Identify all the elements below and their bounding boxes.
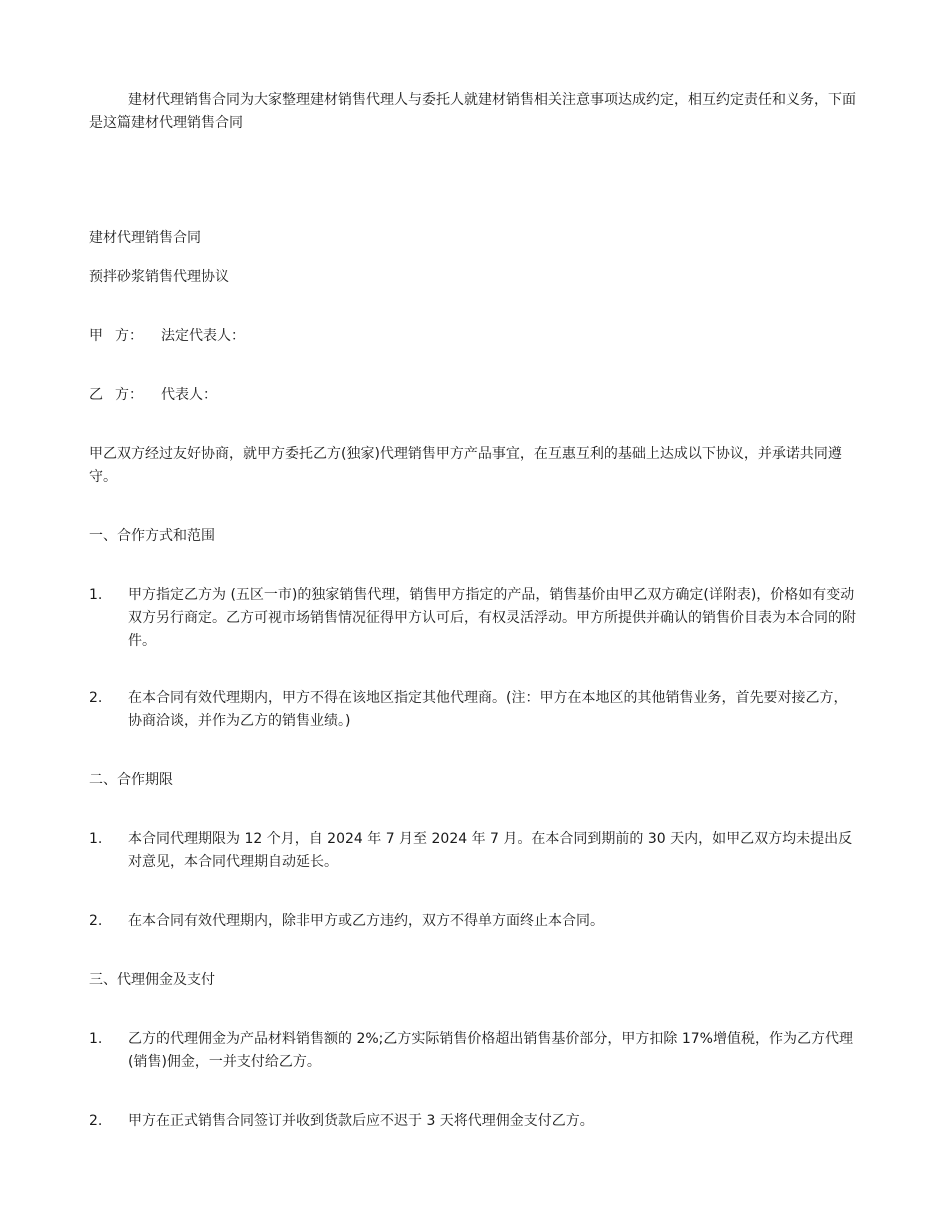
clause-item xyxy=(89,584,859,653)
clause-item xyxy=(89,1110,859,1133)
party-b-rep-label: 代表人： xyxy=(161,387,217,403)
clause-text: 乙方的代理佣金为产品材料销售额的 2%;乙方实际销售价格超出销售基价部分，甲方扣除 17%增值税，作为乙方代理(销售)佣金，一并支付给乙方。 xyxy=(128,1031,853,1070)
clause-number: 1. xyxy=(89,587,103,603)
party-a-rep-label: 法定代表人： xyxy=(161,328,245,344)
section-heading: 三、代理佣金及支付 xyxy=(89,972,215,988)
document-title: 建材代理销售合同 xyxy=(89,230,201,246)
clause-text: 本合同代理期限为 12 个月，自 2024 年 7 月至 2024 年 7 月。在本合同到期前的 30 天内，如甲乙双方均未提出反对意见，本合同代理期自动延长。 xyxy=(128,831,853,870)
party-b-line xyxy=(89,384,869,407)
party-b-label: 乙 方： xyxy=(89,387,143,403)
clause-number: 1. xyxy=(89,831,103,847)
preamble-paragraph: 甲乙双方经过友好协商，就甲方委托乙方(独家)代理销售甲方产品事宜，在互惠互利的基础上达成以下协议，并承诺共同遵守。 xyxy=(89,446,842,485)
section-heading: 二、合作期限 xyxy=(89,772,173,788)
document-subtitle: 预拌砂浆销售代理协议 xyxy=(89,269,229,285)
clause-item xyxy=(89,828,859,874)
clause-text: 甲方指定乙方为 (五区一市)的独家销售代理，销售甲方指定的产品，销售基价由甲乙双方确定(详附表)，价格如有变动双方另行商定。乙方可视市场销售情况征得甲方认可后，有权灵活浮动。甲方所提供并确认的销售价目表为本合同的附件。 xyxy=(128,587,856,649)
clause-item xyxy=(89,687,859,733)
clause-text: 甲方在正式销售合同签订并收到货款后应不迟于 3 天将代理佣金支付乙方。 xyxy=(128,1113,594,1129)
clause-item xyxy=(89,910,859,933)
intro-paragraph: 建材代理销售合同为大家整理建材销售代理人与委托人就建材销售相关注意事项达成约定，相互约定责任和义务，下面是这篇建材代理销售合同 xyxy=(89,92,856,131)
party-a-label: 甲 方： xyxy=(89,328,143,344)
clause-item xyxy=(89,1028,859,1074)
party-a-line xyxy=(89,325,869,348)
section-heading: 一、合作方式和范围 xyxy=(89,528,215,544)
clause-number: 2. xyxy=(89,690,103,706)
clause-text: 在本合同有效代理期内，除非甲方或乙方违约，双方不得单方面终止本合同。 xyxy=(128,913,604,929)
clause-number: 1. xyxy=(89,1031,103,1047)
clause-number: 2. xyxy=(89,1113,103,1129)
clause-number: 2. xyxy=(89,913,103,929)
clause-text: 在本合同有效代理期内，甲方不得在该地区指定其他代理商。(注：甲方在本地区的其他销售业务，首先要对接乙方，协商洽谈，并作为乙方的销售业绩。) xyxy=(128,690,848,729)
